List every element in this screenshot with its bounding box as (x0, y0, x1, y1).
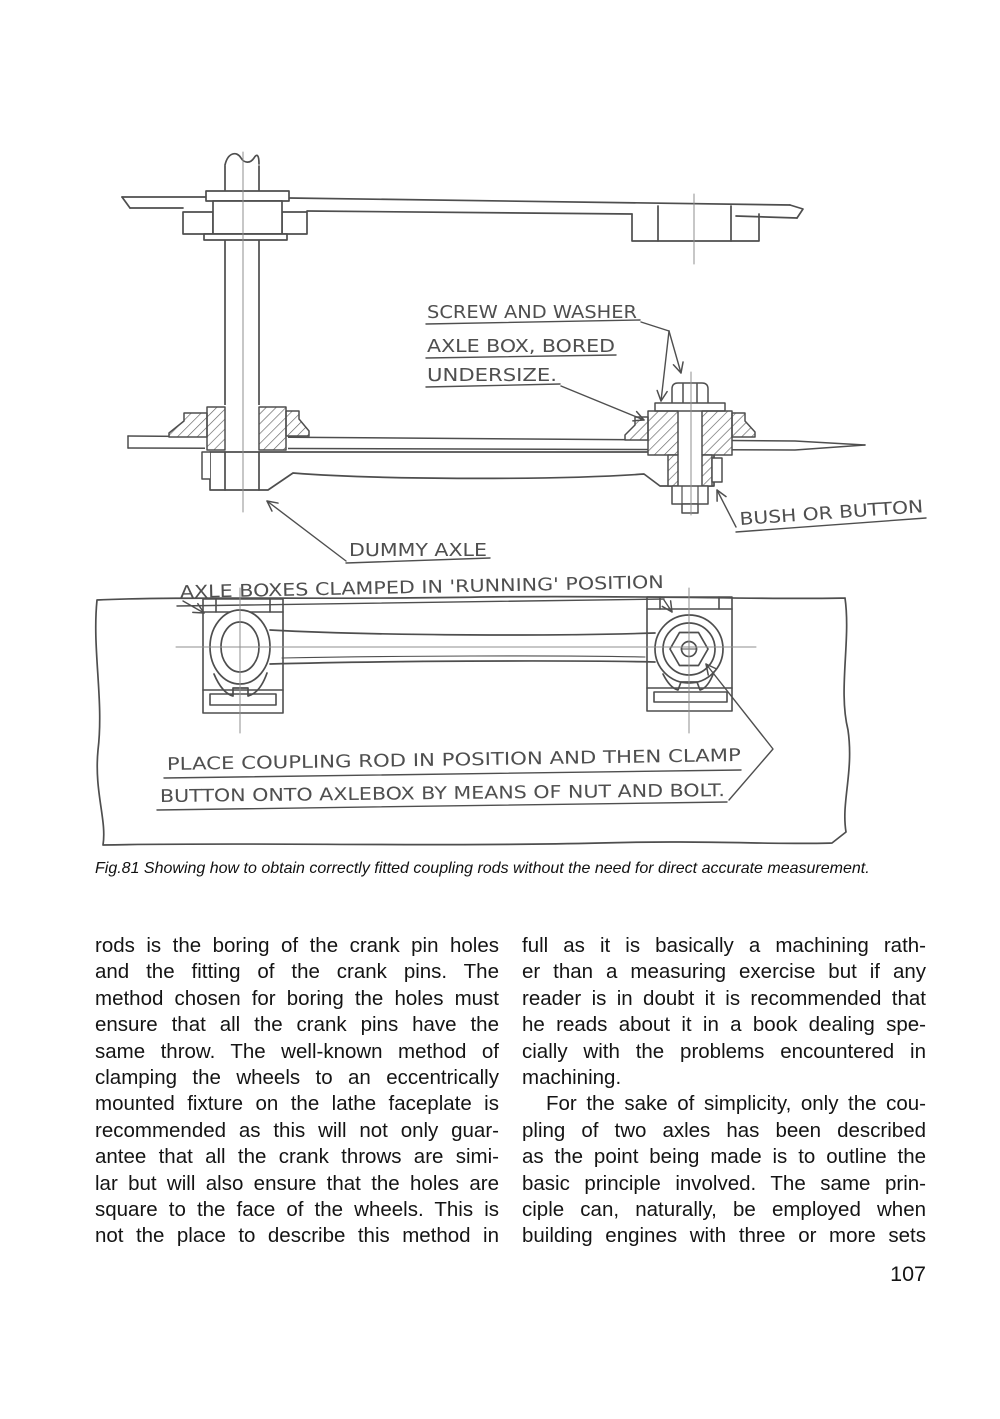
text-line: building engines with three or more sets (522, 1224, 926, 1248)
text-line: cially with the problems encountered in (522, 1039, 926, 1063)
text-line: recommended as this will not only guar- (95, 1118, 499, 1142)
surface-plate-outline (96, 597, 850, 845)
label-axle-boxes-clamped: AXLE BOXES CLAMPED IN 'RUNNING' POSITION (179, 574, 590, 603)
text-line: and the fitting of the crank pins. The (95, 960, 499, 984)
text-line: lar but will also ensure that the holes are (95, 1171, 499, 1195)
text-line: he reads about it in a book dealing spe- (522, 1013, 926, 1037)
label-undersize: UNDERSIZE. (427, 366, 557, 386)
coupling-rod-plan (210, 610, 723, 696)
text-line: as the point being made is to outline the (522, 1145, 926, 1169)
middle-right-assembly (625, 382, 755, 513)
text-line: square to the face of the wheels. This is (95, 1198, 499, 1222)
label-axle-box-bored: AXLE BOX, BORED (427, 337, 615, 357)
label-screw-and-washer: SCREW AND WASHER (427, 303, 637, 323)
left-text-column (95, 933, 499, 1250)
text-line: ensure that all the crank pins have the (95, 1013, 499, 1037)
text-line: mounted fixture on the lathe faceplate is (95, 1092, 499, 1116)
left-boss-ledge (202, 452, 210, 479)
page-number: 107 (890, 1262, 926, 1286)
text-line: ciple can, naturally, be employed when (522, 1198, 926, 1222)
middle-left-axlebox (169, 405, 309, 452)
text-line: machining. (522, 1066, 622, 1090)
text-line: not the place to describe this method in (95, 1224, 499, 1248)
label-dummy-axle: DUMMY AXLE (349, 541, 487, 561)
top-view-left-bracket (183, 191, 307, 240)
text-line: pling of two axles has been described (522, 1118, 926, 1142)
text-line: For the sake of simplicity, only the cou- (546, 1092, 926, 1116)
text-line: basic principle involved. The same prin- (522, 1171, 926, 1195)
text-line: reader is in doubt it is recommended that (522, 986, 926, 1010)
label-place-coupling-rod: PLACE COUPLING ROD IN POSITION AND THEN CLAMP (166, 747, 641, 775)
text-line: same throw. The well-known method of (95, 1039, 499, 1063)
text-line: antee that all the crank throws are simi- (95, 1145, 499, 1169)
coupling-rod-side-view (210, 452, 714, 490)
label-button-onto-axlebox: BUTTON ONTO AXLEBOX BY MEANS OF NUT AND BOLT. (159, 781, 640, 807)
text-line: method chosen for boring the holes must (95, 986, 499, 1010)
figure-labels (157, 303, 926, 810)
text-line: er than a measuring exercise but if any (522, 960, 926, 984)
figure-caption: Fig.81 Showing how to obtain correctly fitted coupling rods without the need for direct accurate measurement. (95, 860, 870, 877)
text-line: rods is the boring of the crank pin holes (95, 934, 499, 957)
right-text-column (522, 933, 926, 1250)
text-line: clamping the wheels to an eccentrically (95, 1066, 499, 1090)
label-bush-or-button: BUSH OR BUTTON (738, 498, 899, 530)
text-line: full as it is basically a machining rath- (522, 934, 926, 957)
